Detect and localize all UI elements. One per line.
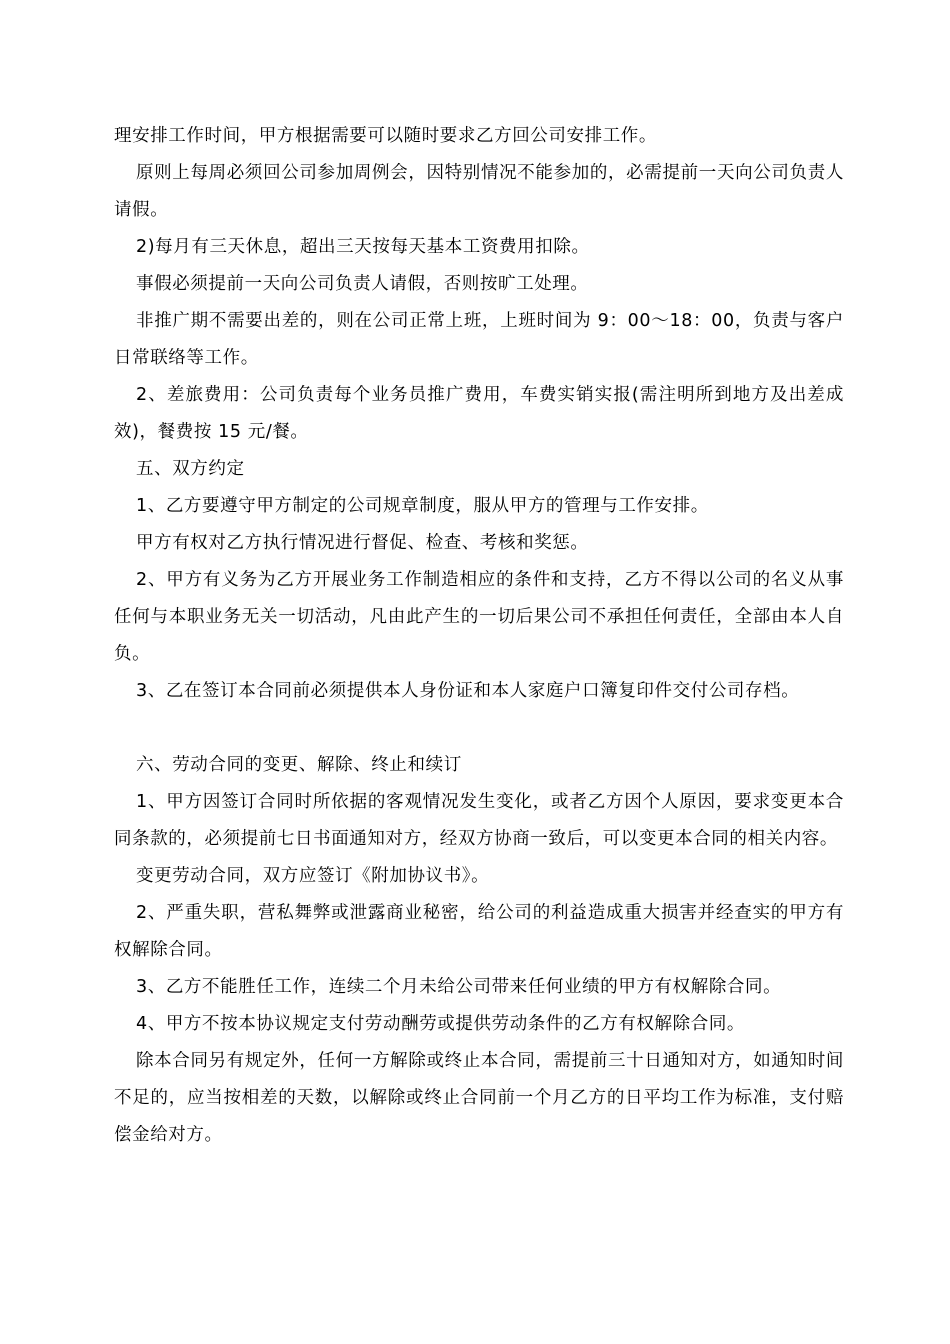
- paragraph-party-b-termination: 4、甲方不按本协议规定支付劳动酬劳或提供劳动条件的乙方有权解除合同。: [136, 1014, 746, 1034]
- paragraph-monthly-rest: 2)每月有三天休息，超出三天按每天基本工资费用扣除。: [136, 237, 590, 257]
- paragraph-personal-leave: 事假必须提前一天向公司负责人请假，否则按旷工处理。: [136, 274, 589, 294]
- paragraph-supplementary-agreement: 变更劳动合同，双方应签订《附加协议书》。: [136, 866, 490, 886]
- paragraph-travel-expenses: 2、差旅费用：公司负责每个业务员推广费用，车费实销实报(需注明所到地方及出差成效)，餐费按 15 元/餐。: [114, 385, 844, 442]
- section-heading-contract-changes: 六、劳动合同的变更、解除、终止和续订: [136, 755, 462, 775]
- paragraph-comply-rules: 1、乙方要遵守甲方制定的公司规章制度，服从甲方的管理与工作安排。: [136, 496, 709, 516]
- paragraph-work-time-arrangement: 理安排工作时间，甲方根据需要可以随时要求乙方回公司安排工作。: [114, 126, 657, 146]
- paragraph-serious-misconduct: 2、严重失职，营私舞弊或泄露商业秘密，给公司的利益造成重大损害并经查实的甲方有权解除合同。: [114, 903, 844, 960]
- paragraph-termination-notice: 除本合同另有规定外，任何一方解除或终止本合同，需提前三十日通知对方，如通知时间不足的，应当按相差的天数，以解除或终止合同前一个月乙方的日平均工作为标准，支付赔偿金给对方。: [114, 1051, 844, 1145]
- paragraph-supervision-rights: 甲方有权对乙方执行情况进行督促、检查、考核和奖惩。: [136, 533, 589, 553]
- paragraph-incompetence: 3、乙方不能胜任工作，连续二个月未给公司带来任何业绩的甲方有权解除合同。: [136, 977, 782, 997]
- paragraph-party-a-obligations: 2、甲方有义务为乙方开展业务工作制造相应的条件和支持，乙方不得以公司的名义从事任何与本职业务无关一切活动，凡由此产生的一切后果公司不承担任何责任，全部由本人自负。: [114, 570, 844, 664]
- paragraph-id-documents: 3、乙在签订本合同前必须提供本人身份证和本人家庭户口簿复印件交付公司存档。: [136, 681, 800, 701]
- paragraph-weekly-meeting: 原则上每周必须回公司参加周例会，因特别情况不能参加的，必需提前一天向公司负责人请假。: [114, 163, 844, 220]
- paragraph-contract-modification: 1、甲方因签订合同时所依据的客观情况发生变化，或者乙方因个人原因，要求变更本合同条款的，必须提前七日书面通知对方，经双方协商一致后，可以变更本合同的相关内容。: [114, 792, 844, 849]
- document-body: [114, 118, 844, 1154]
- section-heading-mutual-agreement: 五、双方约定: [136, 459, 245, 479]
- paragraph-office-hours: 非推广期不需要出差的，则在公司正常上班，上班时间为 9：00～18：00，负责与客户日常联络等工作。: [114, 311, 844, 368]
